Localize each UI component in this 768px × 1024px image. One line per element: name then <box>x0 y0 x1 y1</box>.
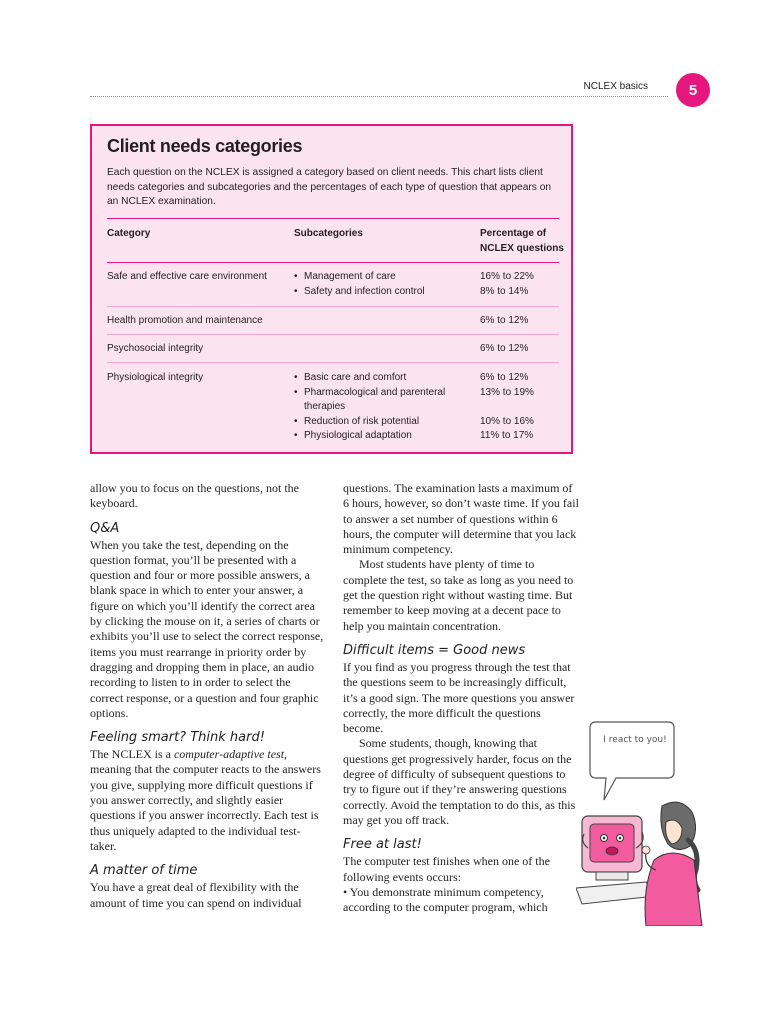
header-percentage <box>480 226 564 256</box>
right-text-column <box>343 481 579 915</box>
emphasis-term: computer-adaptive test <box>173 747 285 762</box>
subcategory-item: • Physiological adaptation <box>294 429 464 444</box>
header-subcategories: Subcategories <box>294 228 363 239</box>
table-row-percentages <box>480 371 560 444</box>
table-top-rule <box>107 218 559 219</box>
row-divider <box>107 306 559 307</box>
body-paragraph: questions. The examination lasts a maximum of 6 hours, however, so don’t waste time. If you fail to answer a set number of questions within 6 hours, the computer will determine that you lack minimum competency. <box>343 481 579 557</box>
row-divider <box>107 362 559 363</box>
monitor-screen <box>590 824 634 862</box>
percentage-value: 11% to 17% <box>480 430 534 442</box>
running-header-label: NCLEX basics <box>583 81 648 92</box>
subcategory-item: • Safety and infection control <box>294 285 464 300</box>
body-paragraph: Most students have plenty of time to complete the test, so take as long as you need to get the question right without wasting time. But remember to keep moving at a decent pace to help you maintain concentration. <box>343 557 574 633</box>
percentage-value: 6% to 12% <box>480 315 529 326</box>
cartoon-illustration <box>576 720 710 926</box>
body-paragraph: You have a great deal of flexibility with the amount of time you can spend on individual <box>90 880 302 910</box>
subcategory-item: • Pharmacological and parenteral therapies <box>294 386 464 415</box>
subcategory-item: • Reduction of risk potential <box>294 415 464 430</box>
row-divider <box>107 334 559 335</box>
left-text-column <box>90 481 326 911</box>
text-run: The NCLEX is a <box>90 747 174 762</box>
table-row-category: Physiological integrity <box>107 372 204 383</box>
body-paragraph: allow you to focus on the questions, not the keyboard. <box>90 481 299 511</box>
table-row-category: Safe and effective care environment <box>107 271 267 282</box>
percentage-spacer <box>480 400 560 415</box>
body-paragraph: When you take the test, depending on the question format, you’ll be presented with a question and four or more possible answers, a blank space in which to enter your answer, a figure on which you’ll identify the correct area by clicking the mouse on it, a series of charts or exhibits you’ll use to select the correct response, items you must rearrange in priority order by dragging and dropping them in place, an audio recording to listen to in order to select the correct response, or a question and four graphic options. <box>90 537 324 720</box>
sidebar-title: Client needs categories <box>107 136 303 156</box>
header-percentage-line1: Percentage of <box>480 228 547 239</box>
table-row-category: Psychosocial integrity <box>107 343 204 354</box>
page-number-badge: 5 <box>676 73 710 107</box>
body-paragraph <box>90 747 326 854</box>
text-run: , meaning that the computer reacts to the answers you give, supplying more difficult questions if you answer correctly, and slightly easier questions if you answer incorrectly. Each test is thus uniquely adapted to the individual test-taker. <box>90 747 321 853</box>
bullet-item: • You demonstrate minimum competency, according to the computer program, which <box>343 884 548 915</box>
table-row-subcategories <box>294 270 464 299</box>
percentage-value: 10% to 16% <box>480 415 534 427</box>
heading-difficult-items: Difficult items = Good news <box>343 642 526 658</box>
header-percentage-line2: NCLEX questions <box>480 243 564 254</box>
body-paragraph: Some students, though, knowing that questions get progressively harder, focus on the degree of difficulty of subsequent questions to try to figure out if they’re answering questions correctly. Avoid the temptation to do this, as this may get you off track. <box>343 736 576 827</box>
table-row-subcategories <box>294 371 464 444</box>
heading-matter-of-time: A matter of time <box>90 863 198 879</box>
subcategory-item: • Basic care and comfort <box>294 371 464 386</box>
speech-bubble-text: I react to you! <box>603 735 667 745</box>
heading-feeling-smart: Feeling smart? Think hard! <box>90 730 265 746</box>
header-category: Category <box>107 228 151 239</box>
body-paragraph: If you find as you progress through the test that the questions seem to be increasingly difficult, it’s a good sign. The more questions you answer correctly, the more difficult the questions become. <box>343 659 575 736</box>
heading-free-at-last: Free at last! <box>343 837 422 853</box>
percentage-value: 6% to 12% <box>480 372 529 383</box>
subcategory-item: • Management of care <box>294 270 464 285</box>
client-needs-sidebar <box>90 124 573 454</box>
sidebar-intro: Each question on the NCLEX is assigned a category based on client needs. This chart lists client needs categories and subcategories and the percentages of each type of question that appears on an NCLEX examination. <box>107 167 552 207</box>
body-paragraph: The computer test finishes when one of the following events occurs: <box>343 854 550 884</box>
percentage-value: 6% to 12% <box>480 343 529 354</box>
table-row-percentages <box>480 270 560 299</box>
percentage-value: 8% to 14% <box>480 285 529 297</box>
percentage-value: 16% to 22% <box>480 271 534 282</box>
table-row-category: Health promotion and maintenance <box>107 315 263 326</box>
percentage-value: 13% to 19% <box>480 386 534 398</box>
header-dotted-rule <box>90 96 668 97</box>
woman-shirt <box>645 853 702 926</box>
heading-qa: Q&A <box>90 520 120 536</box>
table-header-rule <box>107 262 559 263</box>
keyboard <box>576 882 656 904</box>
